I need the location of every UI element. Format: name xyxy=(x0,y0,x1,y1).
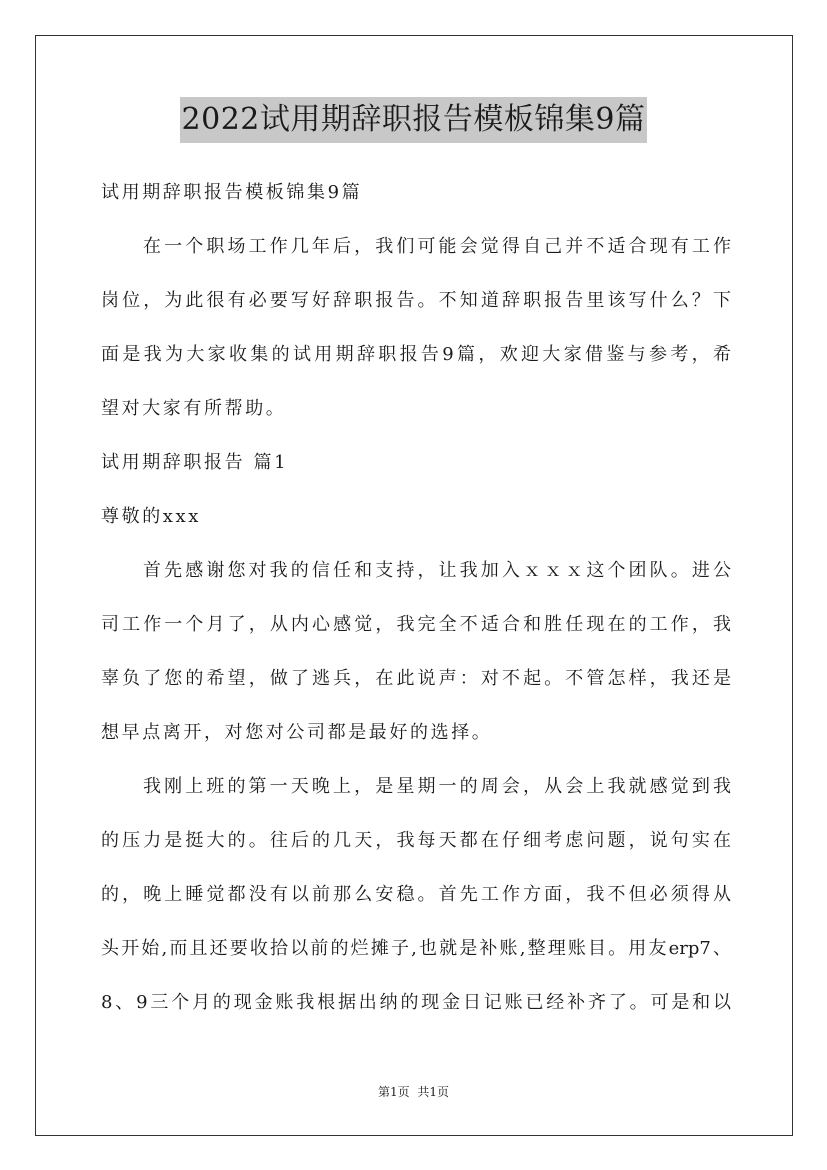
paragraph-line: 的，晚上睡觉都没有以前那么安稳。首先工作方面，我不但必须得从 xyxy=(101,884,731,905)
paragraph-line: 8、9三个月的现金账我根据出纳的现金日记账已经补齐了。可是和以 xyxy=(101,992,731,1013)
title-container xyxy=(0,97,827,143)
page-total: 共1页 xyxy=(417,1085,450,1099)
paragraph-line: 在一个职场工作几年后，我们可能会觉得自己并不适合现有工作 xyxy=(143,236,731,257)
section-heading: 试用期辞职报告 篇1 xyxy=(101,452,289,473)
paragraph-line: 司工作一个月了，从内心感觉，我完全不适合和胜任现在的工作，我 xyxy=(101,614,731,635)
page-footer xyxy=(0,1084,827,1100)
salutation: 尊敬的xxx xyxy=(101,506,202,527)
paragraph-line: 的压力是挺大的。往后的几天，我每天都在仔细考虑问题，说句实在 xyxy=(101,830,731,851)
paragraph-line: 岗位，为此很有必要写好辞职报告。不知道辞职报告里该写什么？下 xyxy=(101,290,731,311)
paragraph-line: 辜负了您的希望，做了逃兵，在此说声：对不起。不管怎样，我还是 xyxy=(101,668,731,689)
paragraph-line: 头开始,而且还要收拾以前的烂摊子,也就是补账,整理账目。用友erp7、 xyxy=(101,938,731,959)
paragraph-line: 我刚上班的第一天晚上，是星期一的周会，从会上我就感觉到我 xyxy=(143,776,731,797)
page-number: 第1页 xyxy=(377,1085,410,1099)
paragraph-line: 望对大家有所帮助。 xyxy=(101,398,287,419)
paragraph-line: 想早点离开，对您对公司都是最好的选择。 xyxy=(101,722,493,743)
document-title: 2022试用期辞职报告模板锦集9篇 xyxy=(180,97,648,143)
paragraph-line: 首先感谢您对我的信任和支持，让我加入ｘｘｘ这个团队。进公 xyxy=(143,560,731,581)
subtitle: 试用期辞职报告模板锦集9篇 xyxy=(101,182,363,203)
paragraph-line: 面是我为大家收集的试用期辞职报告9篇，欢迎大家借鉴与参考，希 xyxy=(101,344,731,365)
